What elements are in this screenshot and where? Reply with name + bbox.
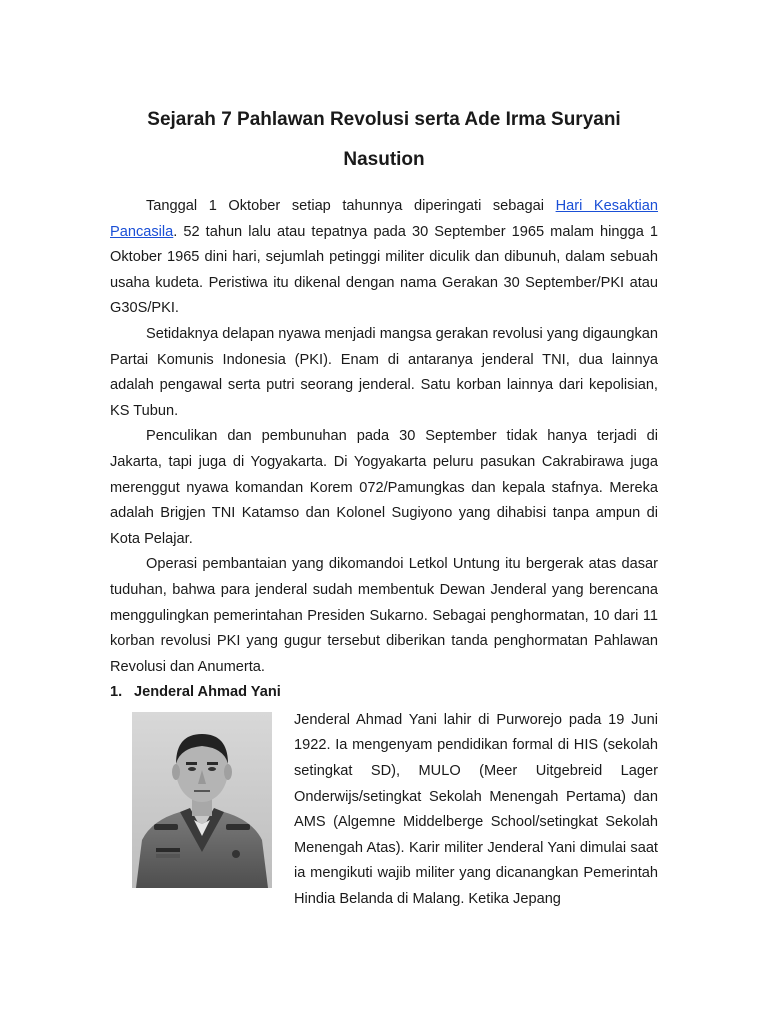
- ahmad-yani-bio-text: Jenderal Ahmad Yani lahir di Purworejo pada 19 Juni 1922. Ia mengenyam pendidikan formal di HIS (sekolah setingkat SD), MULO (Meer Uitgebreid Lager Onderwijs/setingkat Sekolah Menengah Pertama) dan AMS (Algemne Middelberge School/setingkat Sekolah Menengah Atas). Karir militer Jenderal Yani dimulai saat ia mengikuti wajib militer yang dicanangkan Pemerintah Hindia Belanda di Malang. Ketika Jepang: [294, 711, 658, 908]
- hari-kesaktian-pancasila-link[interactable]: Hari Kesaktian Pancasila: [110, 198, 659, 240]
- paragraph-4: Operasi pembantaian yang dikomandoi Letkol Untung itu bergerak atas dasar tuduhan, bahwa para jenderal sudah membentuk Dewan Jenderal yang berencana menggulingkan pemerintahan Presiden Sukarno. Sebagai penghormatan, 10 dari 11 korban revolusi PKI yang gugur tersebut diberikan tanda penghormatan Pahlawan Revolusi dan Anumerta.: [110, 556, 658, 675]
- title-line-1: Sejarah 7 Pahlawan Revolusi serta Ade Irma Suryani: [147, 109, 621, 130]
- section-title: Jenderal Ahmad Yani: [134, 684, 281, 701]
- paragraph-2: Setidaknya delapan nyawa menjadi mangsa gerakan revolusi yang digaungkan Partai Komunis Indonesia (PKI). Enam di antaranya jenderal TNI, dua lainnya adalah pengawal serta putri seorang jenderal. Satu korban lainnya dari kepolisian, KS Tubun.: [110, 325, 658, 419]
- document-page: [110, 100, 658, 913]
- paragraph-1: [110, 194, 658, 322]
- portrait-photo: [132, 712, 272, 888]
- paragraph-3: Penculikan dan pembunuhan pada 30 September tidak hanya terjadi di Jakarta, tapi juga di Yogyakarta. Di Yogyakarta peluru pasukan Cakrabirawa juga merenggut nyawa komandan Korem 072/Pamungkas dan kepala stafnya. Mereka adalah Brigjen TNI Katamso dan Kolonel Sugiyono yang dihabisi tanpa ampun di Kota Pelajar.: [110, 428, 658, 547]
- paragraph-1-lead: Tanggal 1 Oktober setiap tahunnya diperingati sebagai: [146, 198, 556, 214]
- section-heading-ahmad-yani: [110, 680, 658, 706]
- section-number: 1.: [110, 684, 123, 701]
- paragraph-1-rest: . 52 tahun lalu atau tepatnya pada 30 September 1965 malam hingga 1 Oktober 1965 dini hari, sejumlah petinggi militer diculik dan dibunuh, dalam sebuah usaha kudeta. Peristiwa itu dikenal dengan nama Gerakan 30 September/PKI atau G30S/PKI.: [110, 223, 658, 317]
- title-line-2: Nasution: [343, 149, 425, 170]
- bio-block: [110, 708, 658, 913]
- document-title: [110, 100, 658, 180]
